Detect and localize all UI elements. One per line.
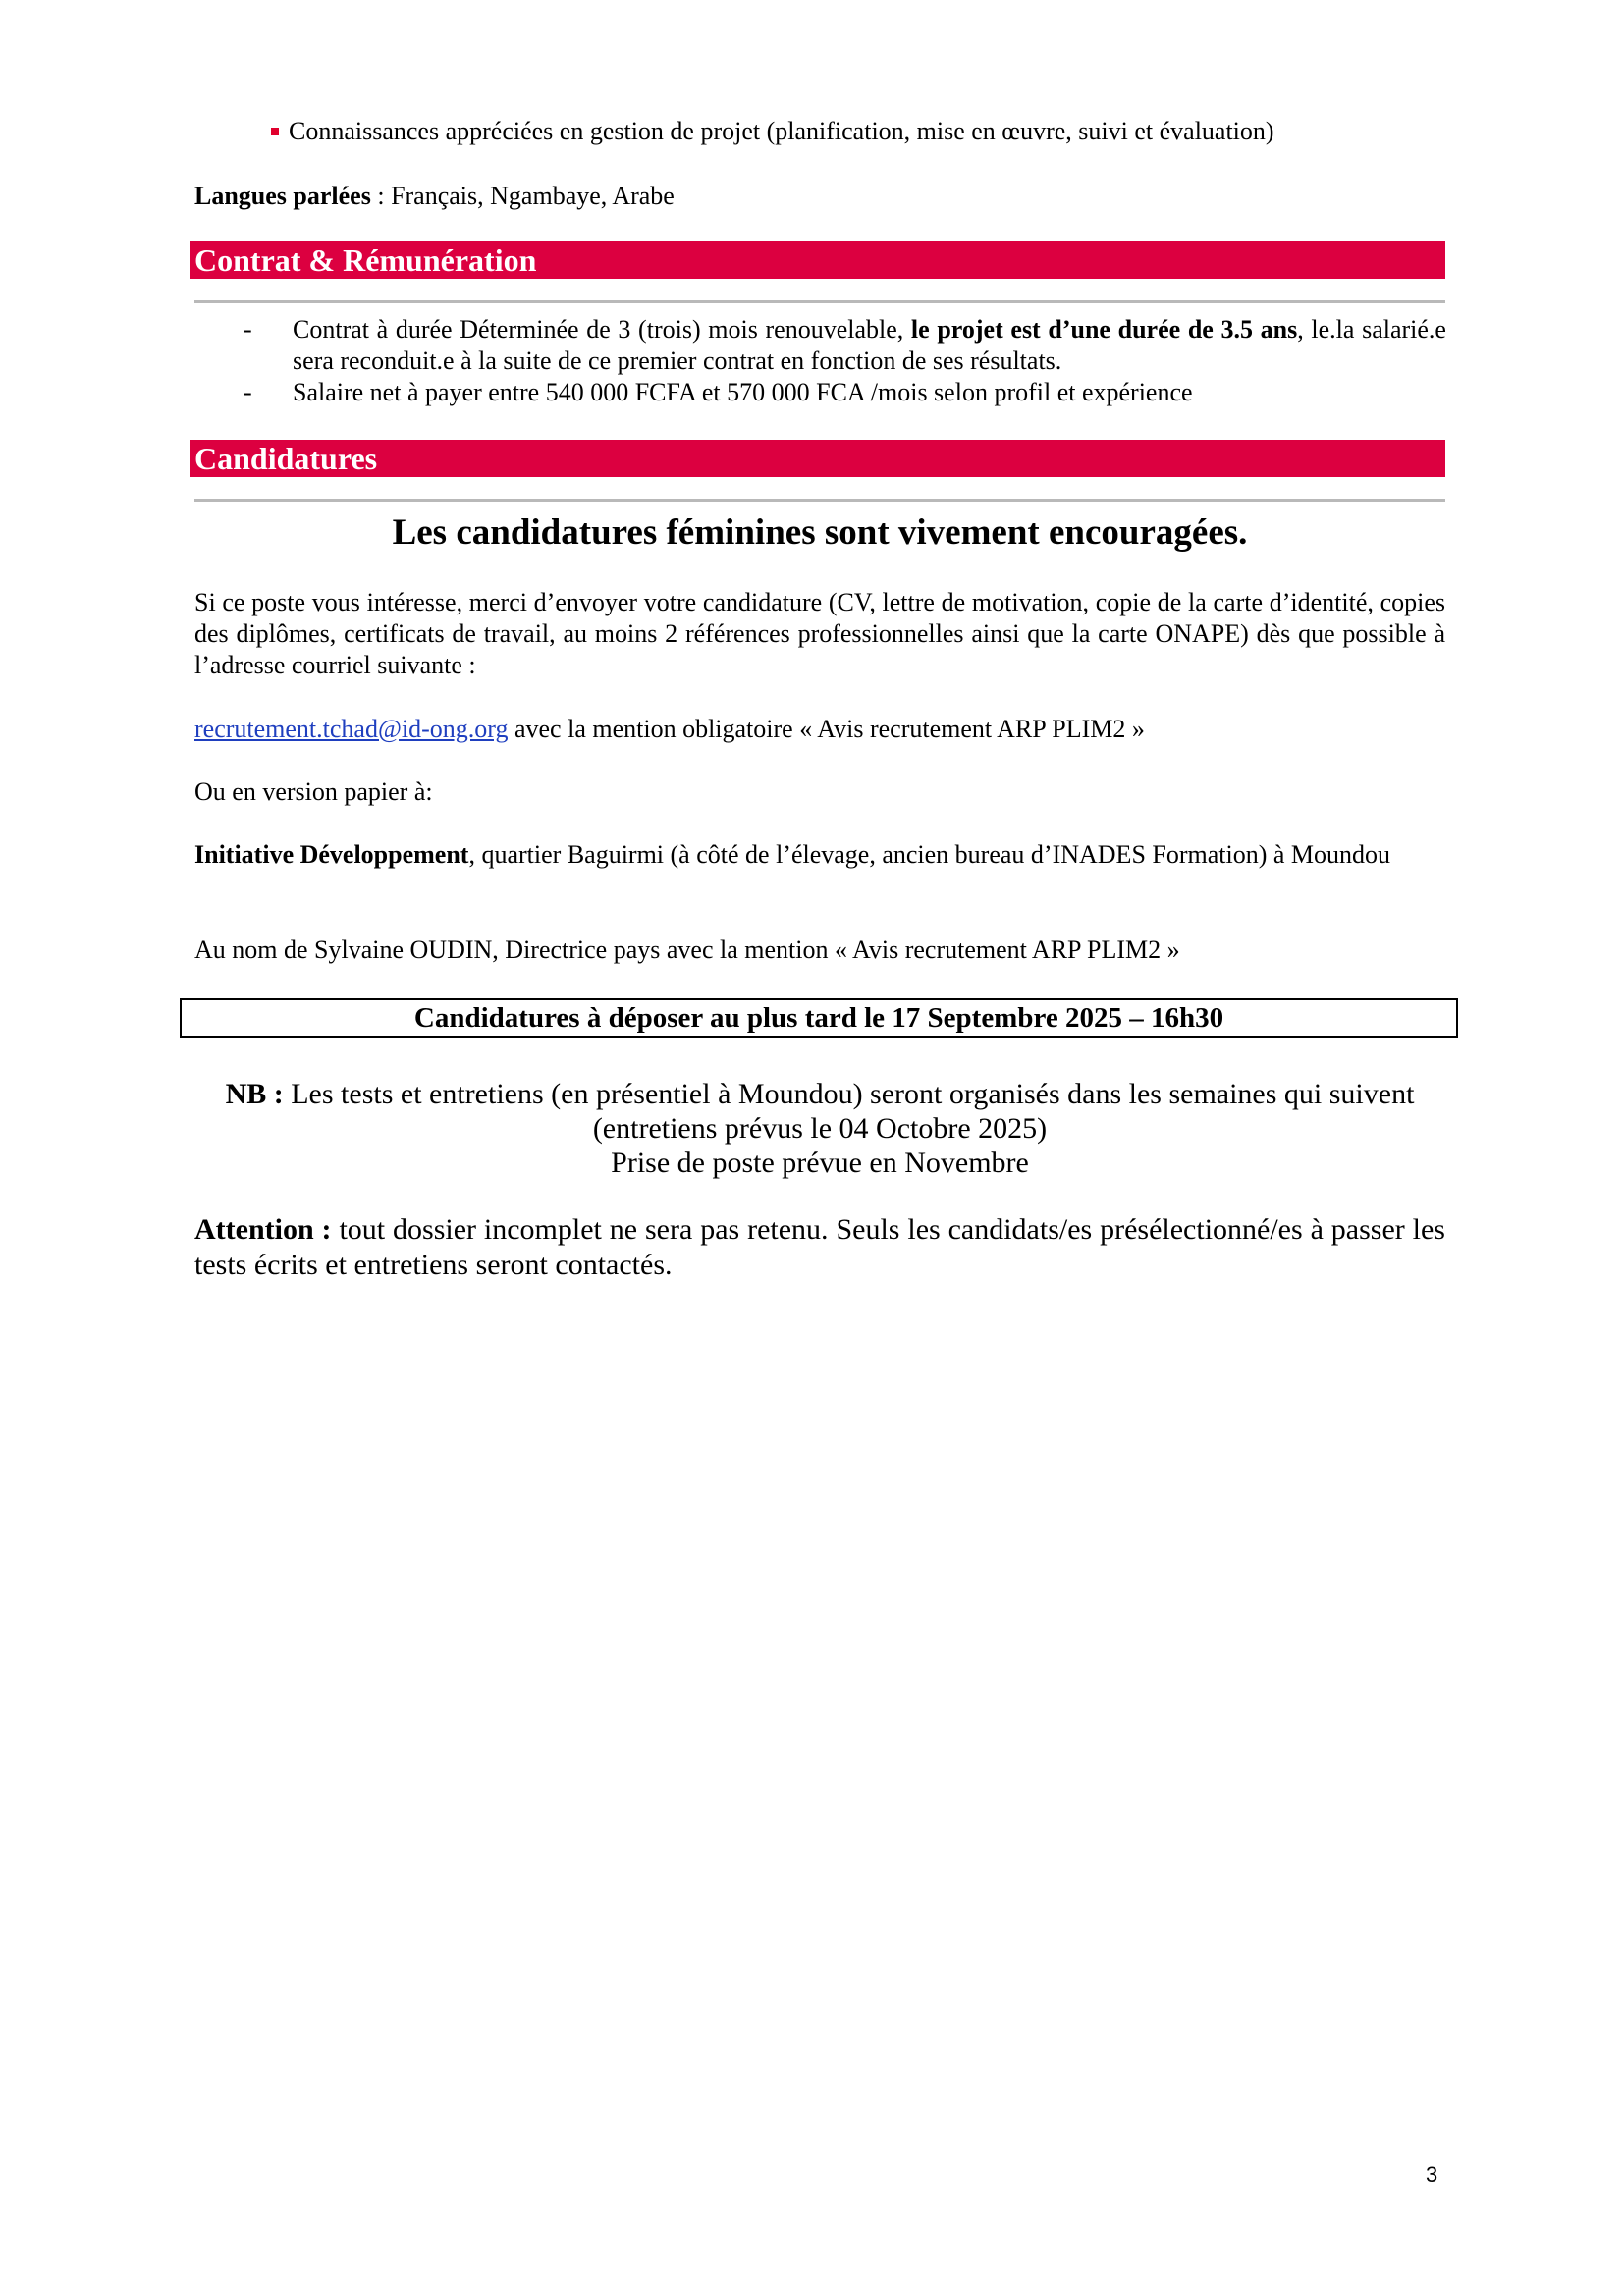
skills-bullet-item [271, 116, 1449, 147]
project-duration: le projet est d’une durée de 3.5 ans [910, 315, 1298, 344]
attention-label: Attention : [194, 1213, 332, 1246]
nb-note [194, 1077, 1445, 1180]
nb-label: NB : [225, 1078, 284, 1110]
contract-item [244, 314, 1446, 379]
application-instructions: Si ce poste vous intéresse, merci d’envoyer votre candidature (CV, lettre de motivation, copie de la carte d’identité, copies des diplômes, certificats de travail, au moins 2 références professionnelles ainsi que la carte ONAPE) dès que possible à l’adresse courriel suivante : [194, 588, 1445, 679]
bullet-text: Connaissances appréciées en gestion de projet (planification, mise en œuvre, suivi et évaluation) [289, 117, 1274, 145]
dash-marker: - [244, 315, 252, 344]
section-header-applications: Candidatures [190, 440, 1445, 477]
square-bullet-icon [271, 128, 279, 135]
languages-line [194, 181, 675, 212]
nb-line-3: Prise de poste prévue en Novembre [611, 1147, 1029, 1179]
languages-value: : Français, Ngambaye, Arabe [370, 182, 675, 210]
attention-text: tout dossier incomplet ne sera pas retenu. Seuls les candidats/es présélectionné/es à passer les tests écrits et entretiens seront contactés. [194, 1213, 1445, 1281]
nb-line-1: NB : Les tests et entretiens (en présentiel à Moundou) seront organisés dans les semaines qui suivent [225, 1078, 1415, 1110]
section-divider [194, 499, 1445, 502]
section-divider [194, 300, 1445, 303]
salary-item [244, 377, 1446, 410]
salary-text: Salaire net à payer entre 540 000 FCFA et 570 000 FCA /mois selon profil et expérience [293, 378, 1193, 406]
deadline-box: Candidatures à déposer au plus tard le 17 Septembre 2025 – 16h30 [180, 998, 1458, 1038]
postal-address [194, 839, 1445, 871]
encouragement-heading: Les candidatures féminines sont vivement encouragées. [392, 512, 1248, 553]
contract-item-text: Contrat à durée Déterminée de 3 (trois) mois renouvelable, le projet est d’une durée de 3.5 ans, le.la salarié.e sera reconduit.e à la suite de ce premier contrat en fonction de ses résultats. [293, 315, 1446, 375]
nb-line-2: (entretiens prévus le 04 Octobre 2025) [592, 1112, 1048, 1145]
address-text: , quartier Baguirmi (à côté de l’élevage, ancien bureau d’INADES Formation) à Moundou [468, 840, 1391, 869]
attention-of-line: Au nom de Sylvaine OUDIN, Directrice pays avec la mention « Avis recrutement ARP PLIM2 » [194, 935, 1180, 964]
section-header-contract: Contrat & Rémunération [190, 241, 1445, 279]
email-mention: avec la mention obligatoire « Avis recrutement ARP PLIM2 » [508, 715, 1145, 743]
dash-marker: - [244, 378, 252, 406]
email-link[interactable]: recrutement.tchad@id-ong.org [194, 715, 509, 743]
languages-label: Langues parlées [194, 182, 371, 210]
paper-version-line: Ou en version papier à: [194, 777, 433, 806]
organization-name: Initiative Développement [194, 840, 469, 869]
email-line [194, 714, 1445, 745]
attention-note [194, 1212, 1445, 1283]
page-number: 3 [1426, 2163, 1438, 2187]
